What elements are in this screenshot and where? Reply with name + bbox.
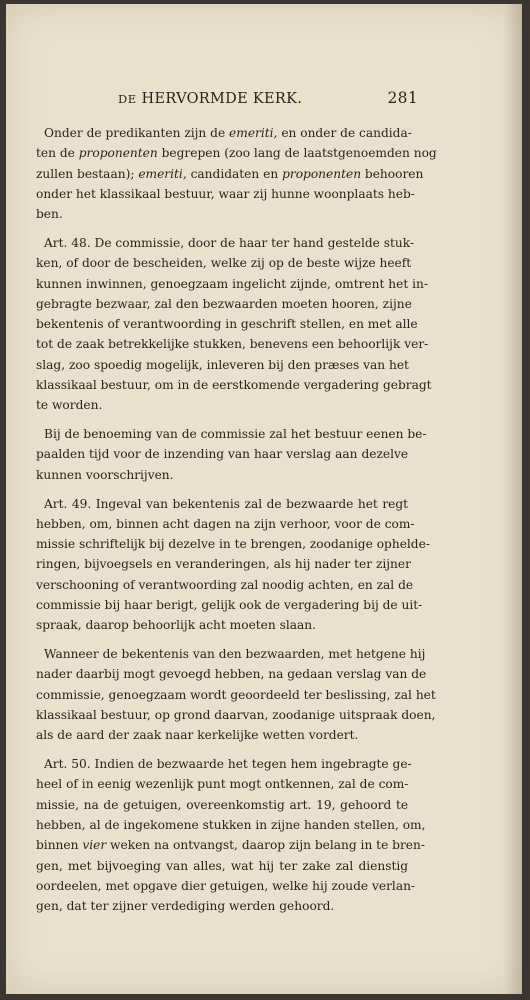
text-line: tot de zaak betrekkelijke stukken, benevens een behoorlijk ver- [36, 337, 429, 352]
paragraph [36, 644, 436, 745]
page-gutter-shadow [504, 4, 522, 994]
text-line: Bij de benoeming van de commissie zal het bestuur eenen be- [44, 427, 427, 442]
text-line: te worden. [36, 398, 103, 413]
text-line: hebben, al de ingekomene stukken in zijne handen stellen, om, [36, 818, 426, 832]
text-line: heel of in eenig wezenlijk punt mogt ontkennen, zal de com- [36, 777, 409, 792]
text-line: ringen, bijvoegsels en veranderingen, als hij nader ter zijner [36, 557, 411, 572]
page-number: 281 [387, 89, 418, 107]
text-line: binnen vier weken na ontvangst, daarop zijn belang in te bren- [36, 838, 425, 853]
text-line: Wanneer de bekentenis van den bezwaarden, met hetgene hij [44, 647, 426, 662]
running-title-text: HERVORMDE KERK. [141, 91, 303, 107]
page-body-text [36, 123, 437, 925]
paragraph [36, 494, 430, 636]
text-line: gen, dat ter zijner verdediging werden gehoord. [36, 899, 335, 914]
text-line: als de aard der zaak naar kerkelijke wetten vordert. [36, 728, 359, 743]
text-line: ken, of door de bescheiden, welke zij op de beste wijze heeft [36, 256, 412, 271]
text-line: verschooning of verantwoording zal noodig achten, en zal de [36, 577, 414, 592]
paragraph [36, 123, 437, 224]
text-line: ben. [36, 207, 63, 222]
text-line: zullen bestaan); emeriti, candidaten en proponenten behooren [36, 166, 424, 181]
text-line: kunnen inwinnen, genoegzaam ingelicht zijnde, omtrent het in- [36, 276, 428, 291]
text-line: missie, na de getuigen, overeenkomstig art. 19, gehoord te [36, 797, 409, 812]
text-line: slag, zoo spoedig mogelijk, inleveren bij den præses van het [36, 357, 409, 372]
text-line: commissie, genoegzaam wordt geoordeeld ter beslissing, zal het [36, 687, 436, 702]
text-line: paalden tijd voor de inzending van haar verslag aan dezelve [36, 447, 409, 462]
book-page [6, 4, 522, 994]
text-line: gen, met bijvoeging van alles, wat hij ter zake zal dienstig [36, 858, 409, 873]
text-line: Onder de predikanten zijn de emeriti, en onder de candida- [44, 126, 412, 140]
text-line: kunnen voorschrijven. [36, 467, 174, 482]
text-line: Art. 49. Ingeval van bekentenis zal de bezwaarde het regt [44, 496, 409, 511]
text-line: nader daarbij mogt gevoegd hebben, na gedaan verslag van de [36, 667, 427, 682]
running-title [118, 91, 302, 107]
paragraph [36, 424, 427, 485]
text-line: missie schriftelijk bij dezelve in te brengen, zoodanige ophelde- [36, 537, 430, 552]
running-title-prefix: DE [118, 92, 137, 106]
text-line: gebragte bezwaar, zal den bezwaarden moeten hooren, zijne [36, 296, 412, 311]
paragraph [36, 754, 426, 916]
text-line: klassikaal bestuur, op grond daarvan, zoodanige uitspraak doen, [36, 708, 436, 723]
text-line: bekentenis of verantwoording in geschrift stellen, en met alle [36, 317, 418, 332]
text-line: ten de proponenten begrepen (zoo lang de laatstgenoemden nog [36, 146, 437, 161]
text-line: klassikaal bestuur, om in de eerstkomende vergadering gebragt [36, 378, 432, 393]
text-line: Art. 48. De commissie, door de haar ter hand gestelde stuk- [44, 235, 415, 250]
text-line: oordeelen, met opgave dier getuigen, welke hij zoude verlan- [36, 878, 416, 893]
text-line: onder het klassikaal bestuur, waar zij hunne woonplaats heb- [36, 186, 415, 201]
text-line: Art. 50. Indien de bezwaarde het tegen hem ingebragte ge- [44, 757, 412, 772]
text-line: hebben, om, binnen acht dagen na zijn verhoor, voor de com- [36, 516, 415, 531]
paragraph [36, 233, 432, 416]
text-line: commissie bij haar berigt, gelijk ook de vergadering bij de uit- [36, 598, 423, 613]
text-line: spraak, daarop behoorlijk acht moeten slaan. [36, 618, 317, 633]
